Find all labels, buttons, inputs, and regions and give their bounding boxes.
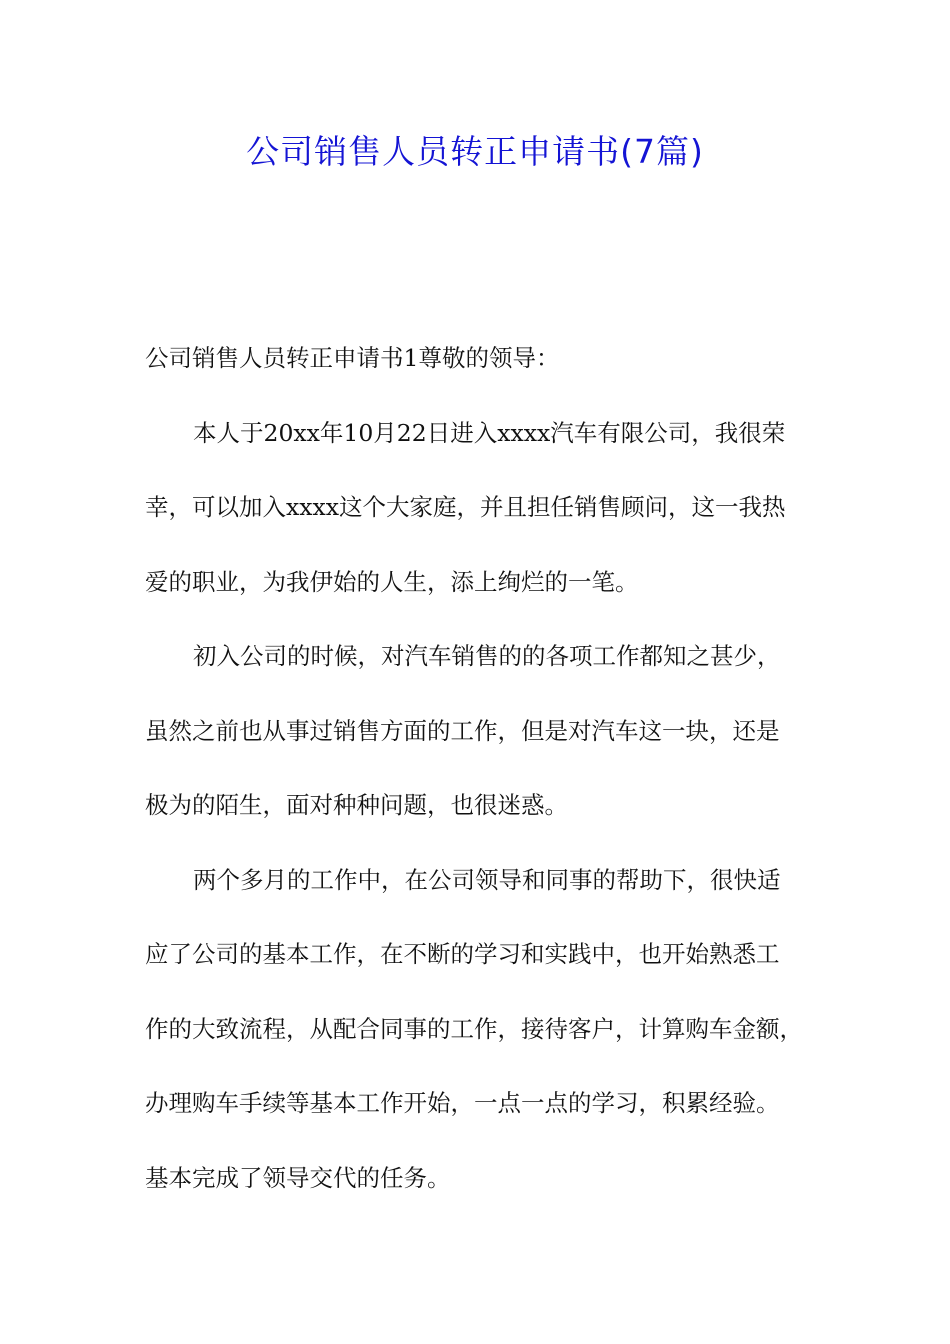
body-line-4: 爱的职业，为我伊始的人生，添上绚烂的一笔。 (145, 568, 639, 596)
body-line-11: 办理购车手续等基本工作开始，一点一点的学习，积累经验。 (145, 1089, 780, 1117)
body-line-12: 基本完成了领导交代的任务。 (145, 1164, 451, 1192)
document-title: 公司销售人员转正申请书(7篇) (246, 132, 704, 171)
body-line-7: 极为的陌生，面对种种问题，也很迷惑。 (145, 791, 568, 819)
body-line-1: 公司销售人员转正申请书1尊敬的领导： (145, 344, 560, 372)
body-line-10: 作的大致流程，从配合同事的工作，接待客户，计算购车金额， (145, 1015, 803, 1043)
body-line-8: 两个多月的工作中，在公司领导和同事的帮助下，很快适 (193, 866, 781, 894)
body-line-5: 初入公司的时候，对汽车销售的的各项工作都知之甚少， (193, 642, 781, 670)
body-line-3: 幸，可以加入xxxx这个大家庭，并且担任销售顾问，这一我热 (145, 493, 786, 521)
body-line-2: 本人于20xx年10月22日进入xxxx汽车有限公司，我很荣 (193, 419, 786, 447)
body-line-9: 应了公司的基本工作，在不断的学习和实践中，也开始熟悉工 (145, 940, 780, 968)
body-line-6: 虽然之前也从事过销售方面的工作，但是对汽车这一块，还是 (145, 717, 780, 745)
